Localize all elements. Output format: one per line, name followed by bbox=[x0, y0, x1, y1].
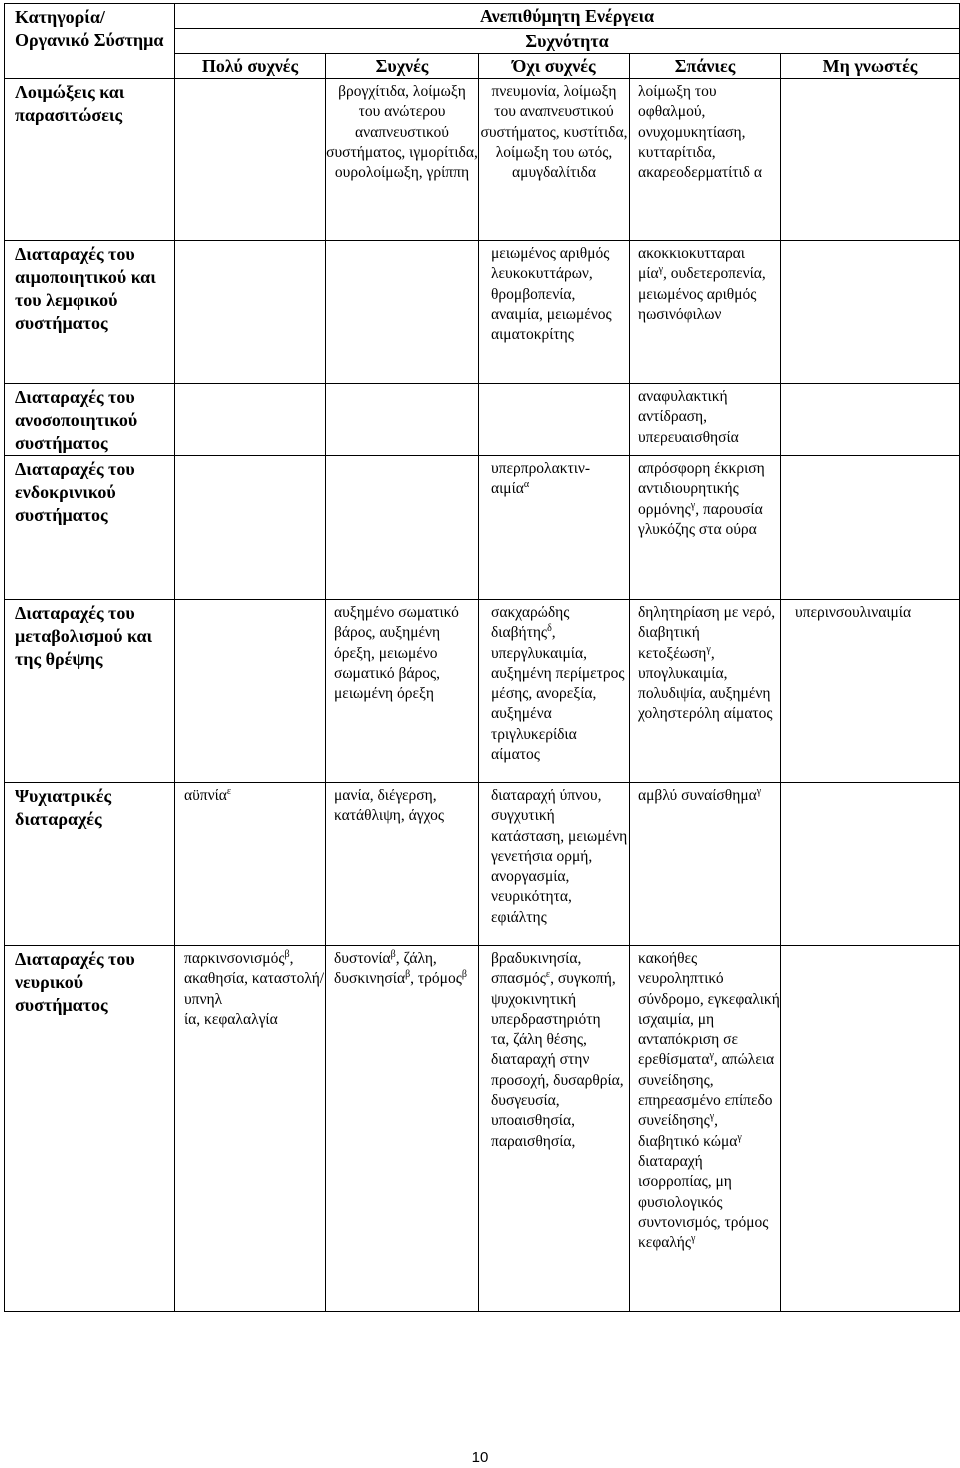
system-organ-class: Διαταραχές του νευρικού συστήματος bbox=[5, 946, 175, 1312]
category-header-label: Κατηγορία/ Οργανικό Σύστημα bbox=[15, 7, 164, 50]
common-cell bbox=[326, 384, 479, 456]
footnote-mark: α bbox=[523, 479, 530, 491]
footnote-mark: β bbox=[390, 949, 396, 960]
uncommon-cell: διαταραχή ύπνου, συγχυτική κατάσταση, μειωμένη γενετήσια ορμή, ανοργασμία, νευρικότητα, εφιάλτης bbox=[479, 783, 630, 946]
system-organ-class: Ψυχιατρικές διαταραχές bbox=[5, 783, 175, 946]
table-row bbox=[5, 783, 960, 946]
very-common-cell: αϋπνία$^\varepsilon$ bbox=[175, 783, 326, 946]
very-common-cell bbox=[175, 456, 326, 600]
system-organ-class: Διαταραχές του μεταβολισμού και της θρέψης bbox=[5, 600, 175, 783]
table-row bbox=[5, 241, 960, 384]
rare-cell: λοίμωξη του οφθαλμού, ονυχομυκητίαση, κυτταρίτιδα, ακαρεοδερματίτιδ α bbox=[630, 79, 781, 241]
rare-cell: ακοκκιοκυτταραι μία$^\gamma$, ουδετεροπενία, μειωμένος αριθμός ηωσινόφιλων bbox=[630, 241, 781, 384]
very-common-cell bbox=[175, 79, 326, 241]
system-organ-class: Διαταραχές του αιμοποιητικού και του λεμφικού συστήματος bbox=[5, 241, 175, 384]
footnote-mark: ε bbox=[226, 786, 232, 797]
unknown-cell bbox=[781, 241, 960, 384]
unknown-cell: υπερινσουλιναιμία bbox=[781, 600, 960, 783]
footnote-mark: γ bbox=[690, 499, 696, 511]
common-cell: βρογχίτιδα, λοίμωξη του ανώτερου αναπνευστικού συστήματος, ιγμορίτιδα, ουρολοίμωξη, γρίππη bbox=[326, 79, 479, 241]
footnote-mark: γ bbox=[709, 1111, 715, 1123]
table-subtitle-text: Συχνότητα bbox=[525, 31, 609, 51]
uncommon-cell bbox=[479, 384, 630, 456]
rare-cell: κακοήθες νευροληπτικό σύνδρομο, εγκεφαλική ισχαιμία, μη ανταπόκριση σε ερεθίσματα$^\gamma$, απώλεια συνείδησης, επηρεασμένο επίπεδο συνείδησης$^\gamma$, διαβητικό κώμα$^\gamma$ διαταραχή ισορροπίας, μη φυσιολογικός συντονισμός, τρόμος κεφαλής$^\gamma$ bbox=[630, 946, 781, 1312]
unknown-cell bbox=[781, 384, 960, 456]
very-common-cell bbox=[175, 384, 326, 456]
common-cell: μανία, διέγερση, κατάθλιψη, άγχος bbox=[326, 783, 479, 946]
common-cell: αυξημένο σωματικό βάρος, αυξημένη όρεξη, μειωμένο σωματικό βάρος, μειωμένη όρεξη bbox=[326, 600, 479, 783]
system-organ-class: Διαταραχές του ανοσοποιητικού συστήματος bbox=[5, 384, 175, 456]
common-cell: δυστονία$^\beta$, ζάλη, δυσκινησία$^\beta$, τρόμος$^\beta$ bbox=[326, 946, 479, 1312]
unknown-cell bbox=[781, 946, 960, 1312]
category-header bbox=[5, 4, 175, 79]
footnote-mark: γ bbox=[691, 1233, 696, 1245]
table-row bbox=[5, 600, 960, 783]
uncommon-cell: βραδυκινησία, σπασμός$^\varepsilon$, συγκοπή, ψυχοκινητική υπερδραστηριότη τα, ζάλη θέσης, διαταραχή στην προσοχή, δυσαρθρία, δυσγευσία, υποαισθησία, παραισθησία, bbox=[479, 946, 630, 1312]
footnote-mark: β bbox=[405, 969, 411, 981]
freq-header-common: Συχνές bbox=[326, 54, 479, 79]
table-subtitle bbox=[175, 29, 960, 54]
uncommon-cell: πνευμονία, λοίμωξη του αναπνευστικού συστήματος, κυστίτιδα, λοίμωξη του ωτός, αμυγδαλίτιδα bbox=[479, 79, 630, 241]
table-row bbox=[5, 79, 960, 241]
footnote-mark: ε bbox=[545, 969, 551, 981]
footnote-mark: γ bbox=[709, 1050, 714, 1062]
uncommon-cell: μειωμένος αριθμός λευκοκυττάρων, θρομβοπενία, αναιμία, μειωμένος αιματοκρίτης bbox=[479, 241, 630, 384]
table-row bbox=[5, 946, 960, 1312]
rare-cell: αμβλύ συναίσθημα$^\gamma$ bbox=[630, 783, 781, 946]
uncommon-cell: σακχαρώδης διαβήτης$^\delta$, υπεργλυκαιμία, αυξημένη περίμετρος μέσης, ανορεξία, αυξημένα τριγλυκερίδια αίματος bbox=[479, 600, 630, 783]
footnote-mark: β bbox=[461, 969, 467, 981]
unknown-cell bbox=[781, 783, 960, 946]
footnote-mark: γ bbox=[706, 643, 711, 655]
rare-cell: αναφυλακτική αντίδραση, υπερευαισθησία bbox=[630, 384, 781, 456]
table-title bbox=[175, 4, 960, 29]
page-number: 10 bbox=[471, 1449, 489, 1466]
system-organ-class: Διαταραχές του ενδοκρινικού συστήματος bbox=[5, 456, 175, 600]
common-cell bbox=[326, 456, 479, 600]
very-common-cell bbox=[175, 241, 326, 384]
very-common-cell: παρκινσονισμός$^\beta$, ακαθησία, καταστολή/υπνηλ ία, κεφαλαλγία bbox=[175, 946, 326, 1312]
footnote-mark: γ bbox=[756, 786, 762, 797]
rare-cell: δηλητηρίαση με νερό, διαβητική κετοξέωση$^\gamma$, υπογλυκαιμία, πολυδιψία, αυξημένη χοληστερόλη αίματος bbox=[630, 600, 781, 783]
table-row bbox=[5, 384, 960, 456]
table-row bbox=[5, 456, 960, 600]
freq-header-very-common: Πολύ συχνές bbox=[175, 54, 326, 79]
freq-header-uncommon: Όχι συχνές bbox=[479, 54, 630, 79]
rare-cell: απρόσφορη έκκριση αντιδιουρητικής ορμόνης$^\gamma$, παρουσία γλυκόζης στα ούρα bbox=[630, 456, 781, 600]
table-title-text: Ανεπιθύμητη Ενέργεια bbox=[479, 6, 655, 26]
very-common-cell bbox=[175, 600, 326, 783]
adverse-reactions-table bbox=[4, 3, 960, 1312]
uncommon-cell: υπερπρολακτιν- αιμία$^\alpha$ bbox=[479, 456, 630, 600]
footnote-mark: δ bbox=[547, 623, 552, 635]
common-cell bbox=[326, 241, 479, 384]
footnote-mark: γ bbox=[737, 1131, 742, 1143]
unknown-cell bbox=[781, 79, 960, 241]
freq-header-rare: Σπάνιες bbox=[630, 54, 781, 79]
footnote-mark: β bbox=[284, 949, 290, 960]
system-organ-class: Λοιμώξεις και παρασιτώσεις bbox=[5, 79, 175, 241]
footnote-mark: γ bbox=[658, 264, 664, 276]
unknown-cell bbox=[781, 456, 960, 600]
freq-header-unknown: Μη γνωστές bbox=[781, 54, 960, 79]
